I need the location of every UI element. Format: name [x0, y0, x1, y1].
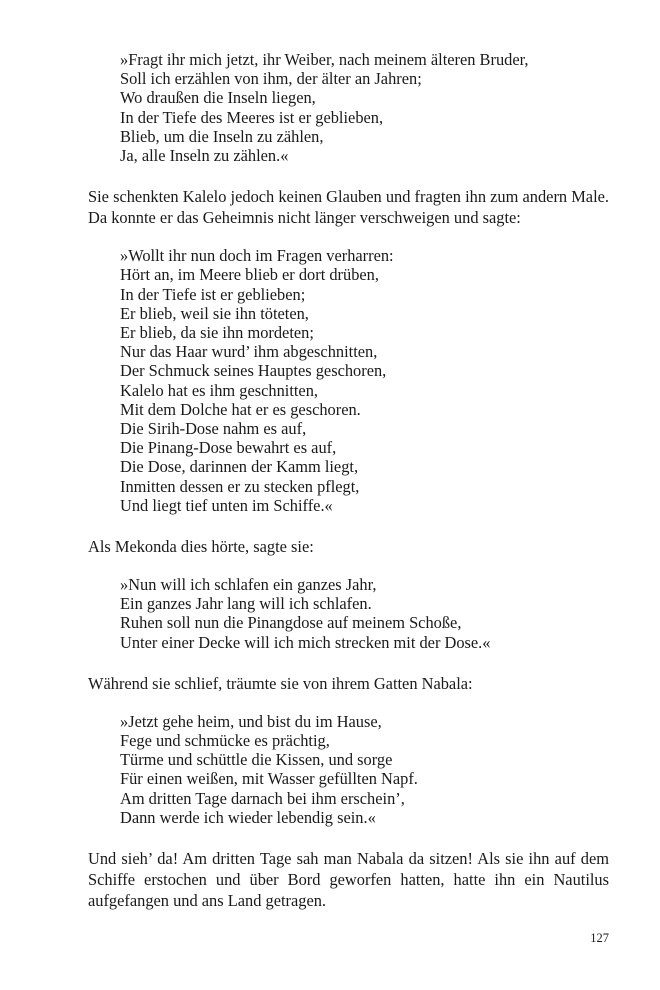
page-body: [88, 50, 609, 911]
verse-block-3: [88, 575, 609, 652]
verse-line: Ein ganzes Jahr lang will ich schlafen.: [120, 594, 372, 614]
verse-line: Die Pinang-Dose bewahrt es auf,: [120, 438, 337, 458]
verse-line: Für einen weißen, mit Wasser gefüllten Napf.: [120, 769, 418, 789]
verse-line: Nur das Haar wurd’ ihm abgeschnitten,: [120, 342, 378, 362]
verse-line: Mit dem Dolche hat er es geschoren.: [120, 399, 361, 419]
verse-line: Ja, alle Inseln zu zählen.«: [120, 146, 289, 166]
verse-block-4: [88, 712, 609, 827]
verse-line: »Jetzt gehe heim, und bist du im Hause,: [120, 711, 382, 731]
page-number: 127: [590, 931, 609, 945]
verse-line: Und liegt tief unten im Schiffe.«: [120, 495, 333, 515]
verse-line: Dann werde ich wieder lebendig sein.«: [120, 807, 376, 827]
verse-line: Fege und schmücke es prächtig,: [120, 731, 330, 751]
verse-line: Wo draußen die Inseln liegen,: [120, 88, 316, 108]
verse-line: Türme und schüttle die Kissen, und sorge: [120, 750, 393, 770]
prose-paragraph-4: Und sieh’ da! Am dritten Tage sah man Nabala da sitzen! Als sie ihn auf dem Schiffe erstochen und über Bord geworfen hatten, hatte ihn ein Nautilus aufgefangen und ans Land getragen.: [88, 849, 609, 911]
verse-line: Er blieb, weil sie ihn töteten,: [120, 303, 309, 323]
prose-paragraph-3: Während sie schlief, träumte sie von ihrem Gatten Nabala:: [88, 673, 473, 693]
verse-line: In der Tiefe ist er geblieben;: [120, 284, 306, 304]
verse-line: Die Dose, darinnen der Kamm liegt,: [120, 457, 359, 477]
verse-line: Kalelo hat es ihm geschnitten,: [120, 380, 319, 400]
prose-paragraph-1: Sie schenkten Kalelo jedoch keinen Glauben und fragten ihn zum andern Male. Da konnte er das Geheimnis nicht länger verschweigen und sagte:: [88, 187, 609, 228]
verse-line: In der Tiefe des Meeres ist er geblieben,: [120, 107, 384, 127]
prose-paragraph-2: Als Mekonda dies hörte, sagte sie:: [88, 537, 314, 557]
verse-block-1: [88, 50, 609, 165]
verse-line: Die Sirih-Dose nahm es auf,: [120, 419, 307, 439]
verse-block-2: [88, 246, 609, 515]
verse-line: Blieb, um die Inseln zu zählen,: [120, 126, 324, 146]
verse-line: »Fragt ihr mich jetzt, ihr Weiber, nach meinem älteren Bruder,: [120, 50, 529, 69]
verse-line: Am dritten Tage darnach bei ihm erschein’,: [120, 788, 405, 808]
verse-line: Soll ich erzählen von ihm, der älter an Jahren;: [120, 69, 422, 89]
verse-line: Hört an, im Meere blieb er dort drüben,: [120, 265, 379, 285]
verse-line: Inmitten dessen er zu stecken pflegt,: [120, 476, 360, 496]
verse-line: Der Schmuck seines Hauptes geschoren,: [120, 361, 387, 381]
verse-line: »Wollt ihr nun doch im Fragen verharren:: [120, 246, 394, 266]
verse-line: »Nun will ich schlafen ein ganzes Jahr,: [120, 575, 377, 595]
verse-line: Ruhen soll nun die Pinangdose auf meinem Schoße,: [120, 613, 462, 633]
verse-line: Unter einer Decke will ich mich strecken mit der Dose.«: [120, 632, 491, 652]
verse-line: Er blieb, da sie ihn mordeten;: [120, 323, 314, 343]
